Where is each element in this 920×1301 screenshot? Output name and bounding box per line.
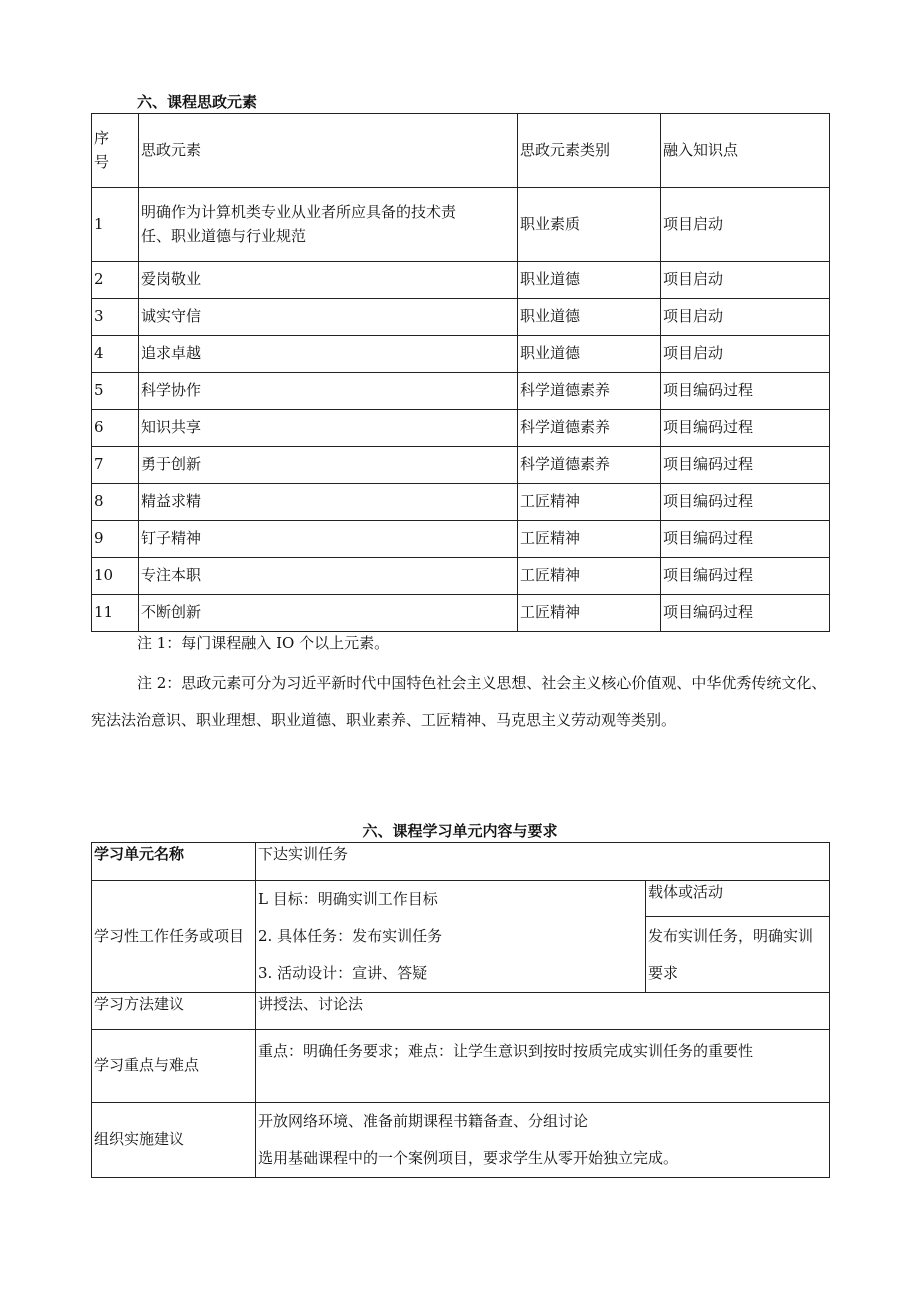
row-category: 工匠精神 [518, 484, 661, 521]
header-knowledge-point: 融入知识点 [661, 114, 830, 188]
row-element: 不断创新 [139, 595, 518, 632]
row-category: 职业道德 [518, 299, 661, 336]
row-seq: 6 [92, 410, 139, 447]
org-line: 开放网络环境、准备前期课程书籍备查、分组讨论 [258, 1112, 589, 1130]
row-category: 科学道德素养 [518, 410, 661, 447]
row-knowledge-point: 项目启动 [661, 336, 830, 373]
task-item: 2. 具体任务：发布实训任务 [258, 927, 443, 945]
table-row [92, 447, 830, 484]
row-seq: 8 [92, 484, 139, 521]
table-row [92, 336, 830, 373]
table-row [92, 595, 830, 632]
row-knowledge-point: 项目编码过程 [661, 558, 830, 595]
org-value [256, 1103, 830, 1178]
method-label: 学习方法建议 [92, 993, 256, 1030]
row-seq: 1 [92, 188, 139, 262]
task-item: 3. 活动设计：宣讲、答疑 [258, 964, 428, 982]
task-items [256, 881, 646, 993]
row-seq: 3 [92, 299, 139, 336]
row-element: 爱岗敬业 [139, 262, 518, 299]
row-element: 追求卓越 [139, 336, 518, 373]
task-item: L 目标：明确实训工作目标 [258, 890, 438, 908]
row-seq: 4 [92, 336, 139, 373]
row-element: 钉子精神 [139, 521, 518, 558]
task-label: 学习性工作任务或项目 [92, 881, 256, 993]
row-element-line1: 明确作为计算机类专业从业者所应具备的技术责 [141, 203, 457, 222]
table-row [92, 262, 830, 299]
org-row [92, 1103, 830, 1178]
row-element: 知识共享 [139, 410, 518, 447]
row-element: 科学协作 [139, 373, 518, 410]
org-line: 选用基础课程中的一个案例项目，要求学生从零开始独立完成。 [258, 1149, 679, 1167]
row-element: 诚实守信 [139, 299, 518, 336]
header-seq [92, 114, 139, 188]
row-knowledge-point: 项目编码过程 [661, 484, 830, 521]
row-knowledge-point: 项目启动 [661, 188, 830, 262]
row-knowledge-point: 项目启动 [661, 262, 830, 299]
row-element [139, 188, 518, 262]
header-seq-line1: 序 [94, 129, 110, 148]
method-row [92, 993, 830, 1030]
table-row [92, 188, 830, 262]
method-value: 讲授法、讨论法 [256, 993, 830, 1030]
row-element: 精益求精 [139, 484, 518, 521]
row-seq: 9 [92, 521, 139, 558]
unit-name-row [92, 843, 830, 881]
row-seq: 11 [92, 595, 139, 632]
row-seq: 5 [92, 373, 139, 410]
header-category: 思政元素类别 [518, 114, 661, 188]
row-category: 工匠精神 [518, 521, 661, 558]
row-category: 职业道德 [518, 336, 661, 373]
carrier-label: 载体或活动 [646, 881, 830, 917]
row-seq: 7 [92, 447, 139, 484]
focus-value: 重点：明确任务要求；难点：让学生意识到按时按质完成实训任务的重要性 [256, 1030, 830, 1103]
row-knowledge-point: 项目编码过程 [661, 447, 830, 484]
focus-row [92, 1030, 830, 1103]
row-category: 科学道德素养 [518, 373, 661, 410]
section1-title: 六、课程思政元素 [137, 93, 258, 111]
table-row [92, 484, 830, 521]
note-2: 注 2：思政元素可分为习近平新时代中国特色社会主义思想、社会主义核心价值观、中华优秀传统文化、宪法法治意识、职业理想、职业道德、职业素养、工匠精神、马克思主义劳动观等类别。 [91, 674, 827, 729]
row-knowledge-point: 项目编码过程 [661, 595, 830, 632]
row-seq: 10 [92, 558, 139, 595]
task-row [92, 881, 830, 917]
unit-name-value: 下达实训任务 [256, 843, 830, 881]
table-header-row [92, 114, 830, 188]
row-category: 科学道德素养 [518, 447, 661, 484]
table-row [92, 558, 830, 595]
section2-title: 六、课程学习单元内容与要求 [362, 822, 558, 840]
row-category: 职业素质 [518, 188, 661, 262]
note-1: 注 1：每门课程融入 IO 个以上元素。 [137, 634, 390, 652]
table-row [92, 410, 830, 447]
row-element: 勇于创新 [139, 447, 518, 484]
org-label: 组织实施建议 [92, 1103, 256, 1178]
row-category: 工匠精神 [518, 595, 661, 632]
ideology-elements-table [91, 113, 830, 632]
row-category: 职业道德 [518, 262, 661, 299]
focus-label: 学习重点与难点 [92, 1030, 256, 1103]
unit-name-label: 学习单元名称 [92, 843, 256, 881]
table-row [92, 299, 830, 336]
table-row [92, 373, 830, 410]
carrier-value: 发布实训任务，明确实训要求 [646, 917, 830, 993]
row-knowledge-point: 项目编码过程 [661, 410, 830, 447]
row-element: 专注本职 [139, 558, 518, 595]
row-knowledge-point: 项目启动 [661, 299, 830, 336]
row-knowledge-point: 项目编码过程 [661, 373, 830, 410]
row-knowledge-point: 项目编码过程 [661, 521, 830, 558]
row-category: 工匠精神 [518, 558, 661, 595]
row-seq: 2 [92, 262, 139, 299]
table-row [92, 521, 830, 558]
header-element: 思政元素 [139, 114, 518, 188]
row-element-line2: 任、职业道德与行业规范 [141, 226, 307, 245]
header-seq-line2: 号 [94, 152, 110, 171]
learning-unit-table [91, 842, 830, 1178]
